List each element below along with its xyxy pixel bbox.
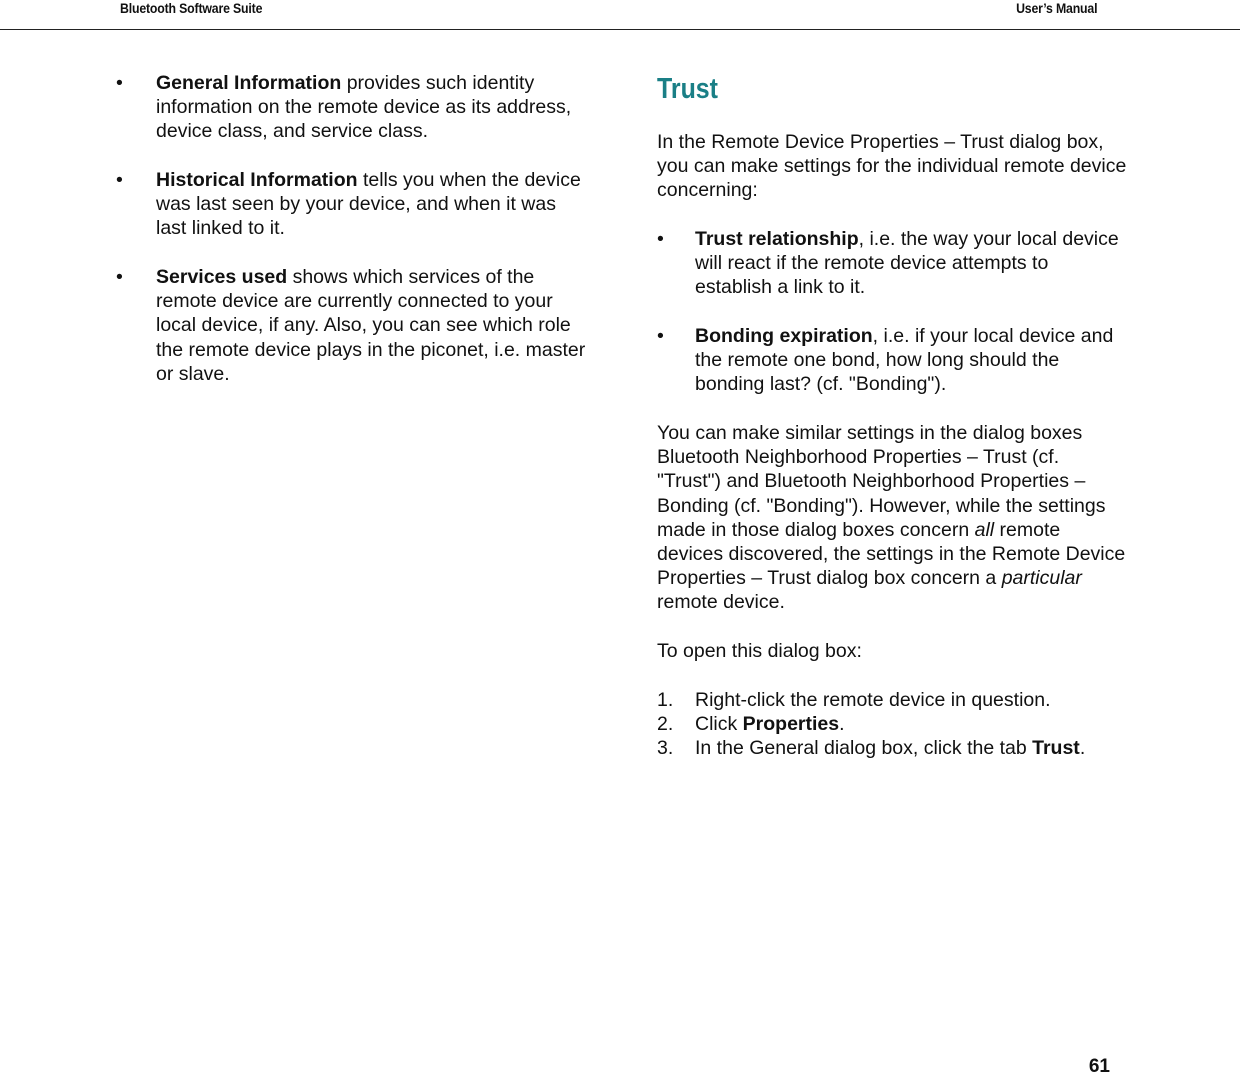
list-item-desc: , i.e. the way your local device will react if the remote device attempts to establish a link to it.	[695, 228, 1119, 299]
bullet-icon: •	[657, 325, 664, 347]
bullet-icon: •	[116, 169, 123, 191]
step-end: .	[839, 712, 845, 735]
list-item-text	[156, 265, 586, 386]
bullet-icon: •	[116, 266, 123, 288]
header-title: Bluetooth Software Suite	[120, 0, 263, 16]
list-item	[116, 265, 586, 386]
step-keyword: Trust	[1032, 737, 1080, 760]
list-item-text	[156, 71, 586, 144]
bullet-icon: •	[657, 228, 664, 250]
similar-settings-paragraph	[657, 421, 1127, 615]
page-header	[0, 0, 1240, 30]
step-text: Right-click the remote device in question.	[695, 688, 1051, 711]
step-item	[657, 712, 1127, 736]
similar-text-part: remote devices discovered, the settings in the Remote Device Properties – Trust dialog box concern a	[657, 518, 1126, 590]
step-end: .	[1079, 737, 1086, 760]
open-dialog-intro: To open this dialog box:	[657, 640, 862, 663]
similar-text-part: remote device.	[657, 591, 785, 614]
list-item	[116, 71, 586, 144]
list-item-text	[695, 324, 1127, 397]
step-item	[657, 688, 1127, 712]
emphasis-particular: particular	[1001, 567, 1082, 590]
left-column	[116, 71, 586, 410]
list-item-desc: tells you when the device was last seen by your device, and when it was last linked to it.	[156, 169, 581, 240]
step-text: In the General dialog box, click the tab	[695, 737, 1033, 760]
list-item-term: Bonding expiration	[695, 325, 873, 347]
step-number: 3.	[657, 737, 674, 760]
step-number: 2.	[657, 712, 674, 735]
header-manual-label: User’s Manual	[1015, 0, 1097, 16]
intro-paragraph: In the Remote Device Properties – Trust dialog box, you can make settings for the individual remote device concerning:	[657, 131, 1127, 202]
list-item-term: Historical Information	[156, 169, 358, 191]
step-text: Click	[695, 712, 743, 735]
page-number: 61	[1088, 1056, 1110, 1077]
list-item	[657, 227, 1127, 300]
list-item-desc: , i.e. if your local device and the remote one bond, how long should the bonding last? (cf. "Bonding").	[695, 325, 1114, 396]
list-item-term: General Information	[156, 72, 342, 94]
list-item-desc: provides such identity information on the remote device as its address, device class, and service class.	[156, 72, 572, 143]
similar-text-part: You can make similar settings in the dialog boxes Bluetooth Neighborhood Properties – Trust (cf. "Trust") and Bluetooth Neighborhood Properties – Bonding (cf. "Bonding"). However, while the settings made in those dialog boxes concern	[657, 422, 1106, 541]
step-item	[657, 736, 1127, 760]
list-item	[116, 168, 586, 241]
list-item-text	[695, 227, 1127, 300]
list-item-text	[156, 168, 586, 241]
right-column	[657, 72, 1127, 760]
emphasis-all: all	[974, 518, 995, 541]
list-item-term: Trust relationship	[695, 228, 859, 250]
list-item-desc: shows which services of the remote device are currently connected to your local device, if any. Also, you can see which role the remote device plays in the piconet, i.e. master or slave.	[156, 266, 586, 385]
list-item-term: Services used	[156, 266, 288, 288]
bullet-icon: •	[116, 72, 123, 94]
step-number: 1.	[657, 688, 674, 711]
step-keyword: Properties	[742, 712, 840, 735]
list-item	[657, 324, 1127, 397]
section-heading: Trust	[657, 73, 718, 105]
